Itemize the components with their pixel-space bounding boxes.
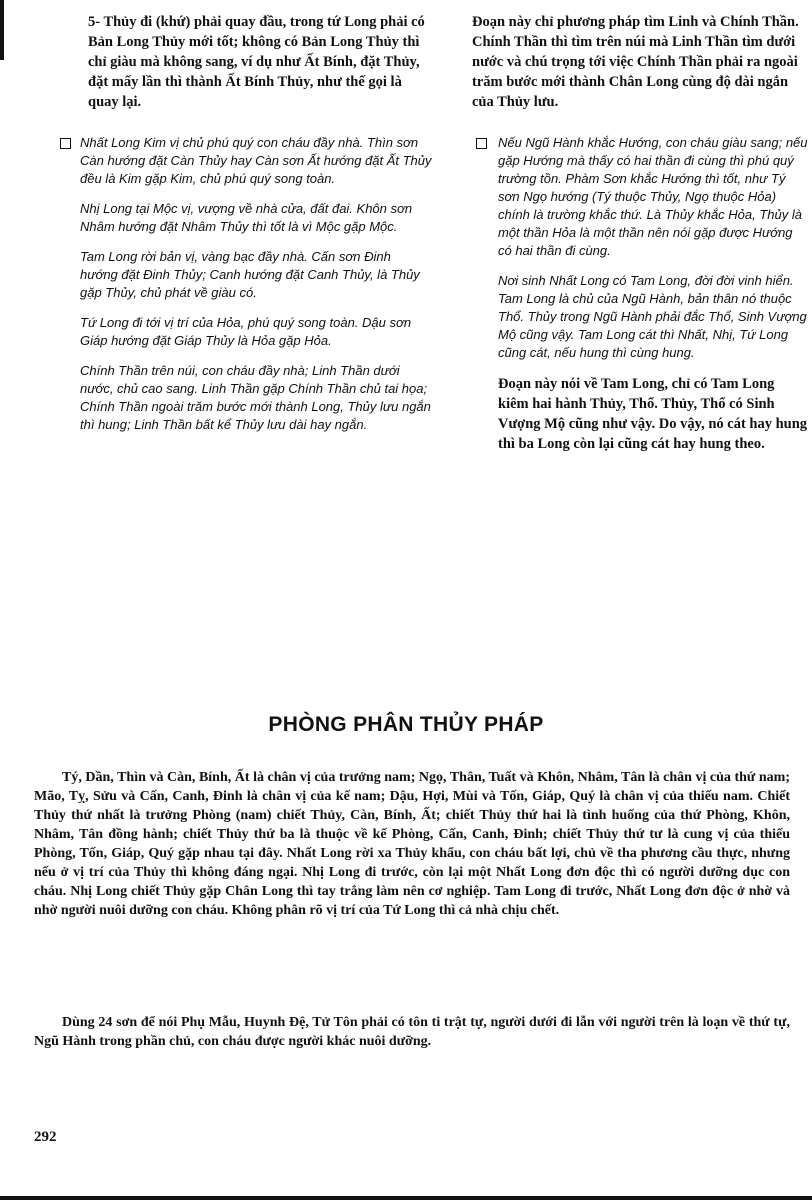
right-intro: Đoạn này chỉ phương pháp tìm Linh và Chính Thần. Chính Thần thì tìm trên núi mà Linh Thần tìm dưới nước và chú trọng tới việc Chính Thần phải ra ngoài trăm bước mới thành Chân Long cùng độ dài ngắn của Thủy lưu. <box>472 14 799 110</box>
right-box-item <box>472 134 808 454</box>
page-edge-mark <box>0 0 4 60</box>
section-title: PHÒNG PHÂN THỦY PHÁP <box>268 713 544 736</box>
right-outro: Đoạn này nói về Tam Long, chỉ có Tam Long kiêm hai hành Thủy, Thổ. Thủy, Thổ có Sinh Vượng Mộ cũng như vậy. Do vậy, nó cát hay hung thì ba Long còn lại cũng cát hay hung theo. <box>498 376 808 452</box>
right-box-paragraph: Nơi sinh Nhất Long có Tam Long, đời đời vinh hiển. Tam Long là chủ của Ngũ Hành, bản thân nó thuộc Thổ. Thủy trong Ngũ Hành phải đắc Thổ, Sinh Vượng Mộ cũng vậy. Tam Long cát thì Nhất, Nhị, Tứ Long cũng cát, nếu hung thì cùng hung. <box>498 273 807 360</box>
page-number: 292 <box>34 1129 57 1145</box>
right-box-paragraph: Nếu Ngũ Hành khắc Hướng, con cháu giàu sang; nếu gặp Hướng mà thấy có hai thần đi cùng thì phú quý trường tồn. Phàm Sơn khắc Hướng thì tốt, như Tý sơn Ngọ hướng (Tý thuộc Thủy, Ngọ thuộc Hỏa) chính là trường khắc thứ. Là Thủy khắc Hỏa, Thủy là một thần Hỏa là một thần nên nói gặp được Hướng có hai thần đi cùng. <box>498 135 808 258</box>
left-box-item <box>60 134 432 434</box>
square-bullet-icon <box>60 138 71 149</box>
body-paragraph: Tý, Dần, Thìn và Càn, Bính, Ất là chân vị của trưởng nam; Ngọ, Thân, Tuất và Khôn, Nhâm, Tân là chân vị của thứ nam; Mão, Tỵ, Sửu và Cấn, Canh, Đinh là chân vị của kế nam; Dậu, Hợi, Mùi và Tốn, Giáp, Quý là chân vị của thiếu nam. Chiết Thủy thứ nhất là trưởng Phòng (nam) chiết Thủy, Càn, Bính, Ất; chiết Thủy thứ hai là tình huống của thứ Phòng, Khôn, Nhâm, Tân đồng hành; chiết Thủy thứ ba là thuộc về kế Phòng, Cấn, Canh, Đinh; chiết Thủy thứ tư là cung vị của thiếu Phòng, Tốn, Giáp, Quý gặp nhau tại đây. Nhất Long rời xa Thủy khẩu, con cháu bất lợi, chủ về tha phương cầu thực, nhưng nếu ở vị trí của Thủy thì không đáng ngại. Nhị Long đi trước, còn lại một Nhất Long đơn độc thì có người dưỡng dục con cháu. Nhị Long chiết Thủy gặp Chân Long thì tay trắng làm nên cơ nghiệp. Tam Long đi trước, Nhất Long đơn độc ở nhờ và nhờ người nuôi dưỡng con cháu. Không phân rõ vị trí của Tứ Long thì cả nhà chịu chết. <box>34 770 790 918</box>
left-box-paragraph: Tứ Long đi tới vị trí của Hỏa, phú quý song toàn. Dậu sơn Giáp hướng đặt Giáp Thủy là Hỏa gặp Hỏa. <box>80 315 412 348</box>
left-item-5: 5- Thủy đi (khứ) phải quay đầu, trong tứ Long phải có Bản Long Thủy mới tốt; không có Bản Long Thủy thì chỉ giàu mà không sang, ví dụ như Ất Bính, đặt Thủy, đặt mấy lần thì thành Ất Bính Thủy, như thế gọi là quay lại. <box>88 14 425 110</box>
left-box-paragraph: Tam Long rời bản vị, vàng bạc đầy nhà. Cấn sơn Đinh hướng đặt Đinh Thủy; Canh hướng đặt Canh Thủy, là Thủy gặp Thủy, chủ phát về giàu có. <box>80 249 420 300</box>
left-column <box>60 12 432 446</box>
square-bullet-icon <box>476 138 487 149</box>
body-paragraph: Dùng 24 sơn để nói Phụ Mẫu, Huynh Đệ, Tử Tôn phải có tôn ti trật tự, người dưới đi lẫn với người trên là loạn về thứ tự, Ngũ Hành trong phần chủ, con cháu được người khác nuôi dưỡng. <box>34 1015 790 1049</box>
left-box-paragraph: Nhất Long Kim vị chủ phú quý con cháu đầy nhà. Thìn sơn Càn hướng đặt Càn Thủy hay Càn sơn Ất hướng đặt Ất Thủy đều là Kim gặp Kim, chủ phú quý song toàn. <box>80 135 432 186</box>
left-box-paragraph: Nhị Long tại Mộc vị, vượng về nhà cửa, đất đai. Khôn sơn Nhâm hướng đặt Nhâm Thủy thì tốt là vì Mộc gặp Mộc. <box>80 201 413 234</box>
bottom-border <box>0 1196 812 1200</box>
right-column <box>472 12 808 454</box>
left-box-paragraph: Chính Thần trên núi, con cháu đầy nhà; Linh Thần dưới nước, chủ cao sang. Linh Thần gặp Chính Thần chủ tai họa; Chính Thần ngoài trăm bước mới thành Long, Thủy lưu ngắn thì hung; Linh Thần bất kể Thủy lưu dài hay ngắn. <box>80 363 431 432</box>
